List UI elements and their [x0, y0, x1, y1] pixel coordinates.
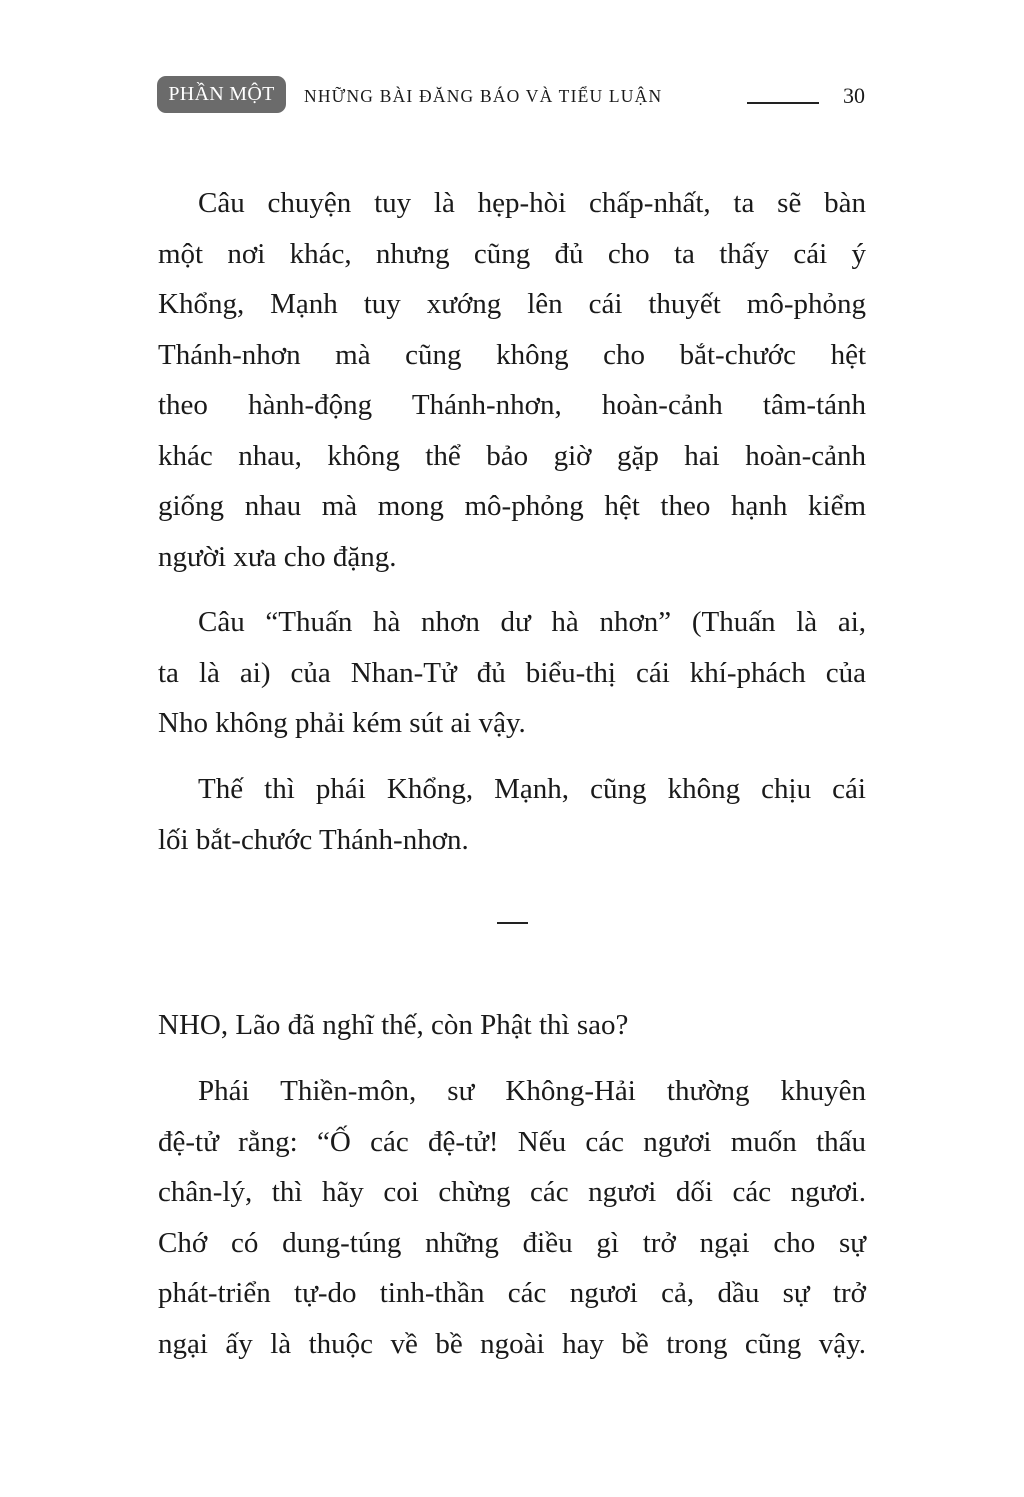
text-line: Câu “Thuấn hà nhơn dư hà nhơn” (Thuấn là ai, — [198, 606, 866, 638]
section-badge: PHẦN MỘT — [157, 76, 286, 113]
paragraph-3 — [158, 764, 866, 865]
text-line: Câu chuyện tuy là hẹp-hòi chấp-nhất, ta sẽ bàn — [198, 187, 866, 219]
text-line: ta là ai) của Nhan-Tử đủ biểu-thị cái khí-phách của — [158, 656, 866, 689]
text-line: Khổng, Mạnh tuy xướng lên cái thuyết mô-phỏng — [158, 288, 866, 320]
section-heading — [158, 1000, 866, 1051]
text-line: một nơi khác, nhưng cũng đủ cho ta thấy cái ý — [158, 237, 866, 270]
text-line: phát-triển tự-do tinh-thần các ngươi cả, dầu sự trở — [158, 1277, 866, 1309]
text-line: ngại ấy là thuộc về bề ngoài hay bề trong cũng vậy. — [158, 1327, 866, 1360]
text-line: lối bắt-chước Thánh-nhơn. — [158, 823, 469, 856]
paragraph-5 — [158, 1066, 866, 1369]
text-line: Nho không phải kém sút ai vậy. — [158, 707, 526, 739]
header-rule — [747, 102, 819, 104]
text-line: theo hành-động Thánh-nhơn, hoàn-cảnh tâm-tánh — [158, 389, 866, 421]
text-line: Thánh-nhơn mà cũng không cho bắt-chước hệt — [158, 338, 866, 371]
text-line: khác nhau, không thể bảo giờ gặp hai hoàn-cảnh — [158, 439, 866, 472]
text-line: Thế thì phái Khổng, Mạnh, cũng không chịu cái — [198, 773, 866, 805]
text-line: NHO, Lão đã nghĩ thế, còn Phật thì sao? — [158, 1009, 629, 1041]
page-header — [157, 76, 865, 114]
paragraph-1 — [158, 178, 866, 582]
text-line: đệ-tử rằng: “Ố các đệ-tử! Nếu các ngươi muốn thấu — [158, 1125, 866, 1158]
text-line: Chớ có dung-túng những điều gì trở ngại cho sự — [158, 1226, 866, 1259]
text-line: người xưa cho đặng. — [158, 540, 397, 573]
page-number: 30 — [843, 83, 865, 108]
text-line: chân-lý, thì hãy coi chừng các ngươi dối các ngươi. — [158, 1176, 866, 1208]
running-title: NHỮNG BÀI ĐĂNG BÁO VÀ TIỂU LUẬN — [304, 86, 663, 106]
paragraph-2 — [158, 597, 866, 749]
text-line: Phái Thiền-môn, sư Không-Hải thường khuyên — [198, 1075, 866, 1107]
section-separator — [497, 922, 528, 924]
text-line: giống nhau mà mong mô-phỏng hệt theo hạnh kiểm — [158, 490, 866, 522]
